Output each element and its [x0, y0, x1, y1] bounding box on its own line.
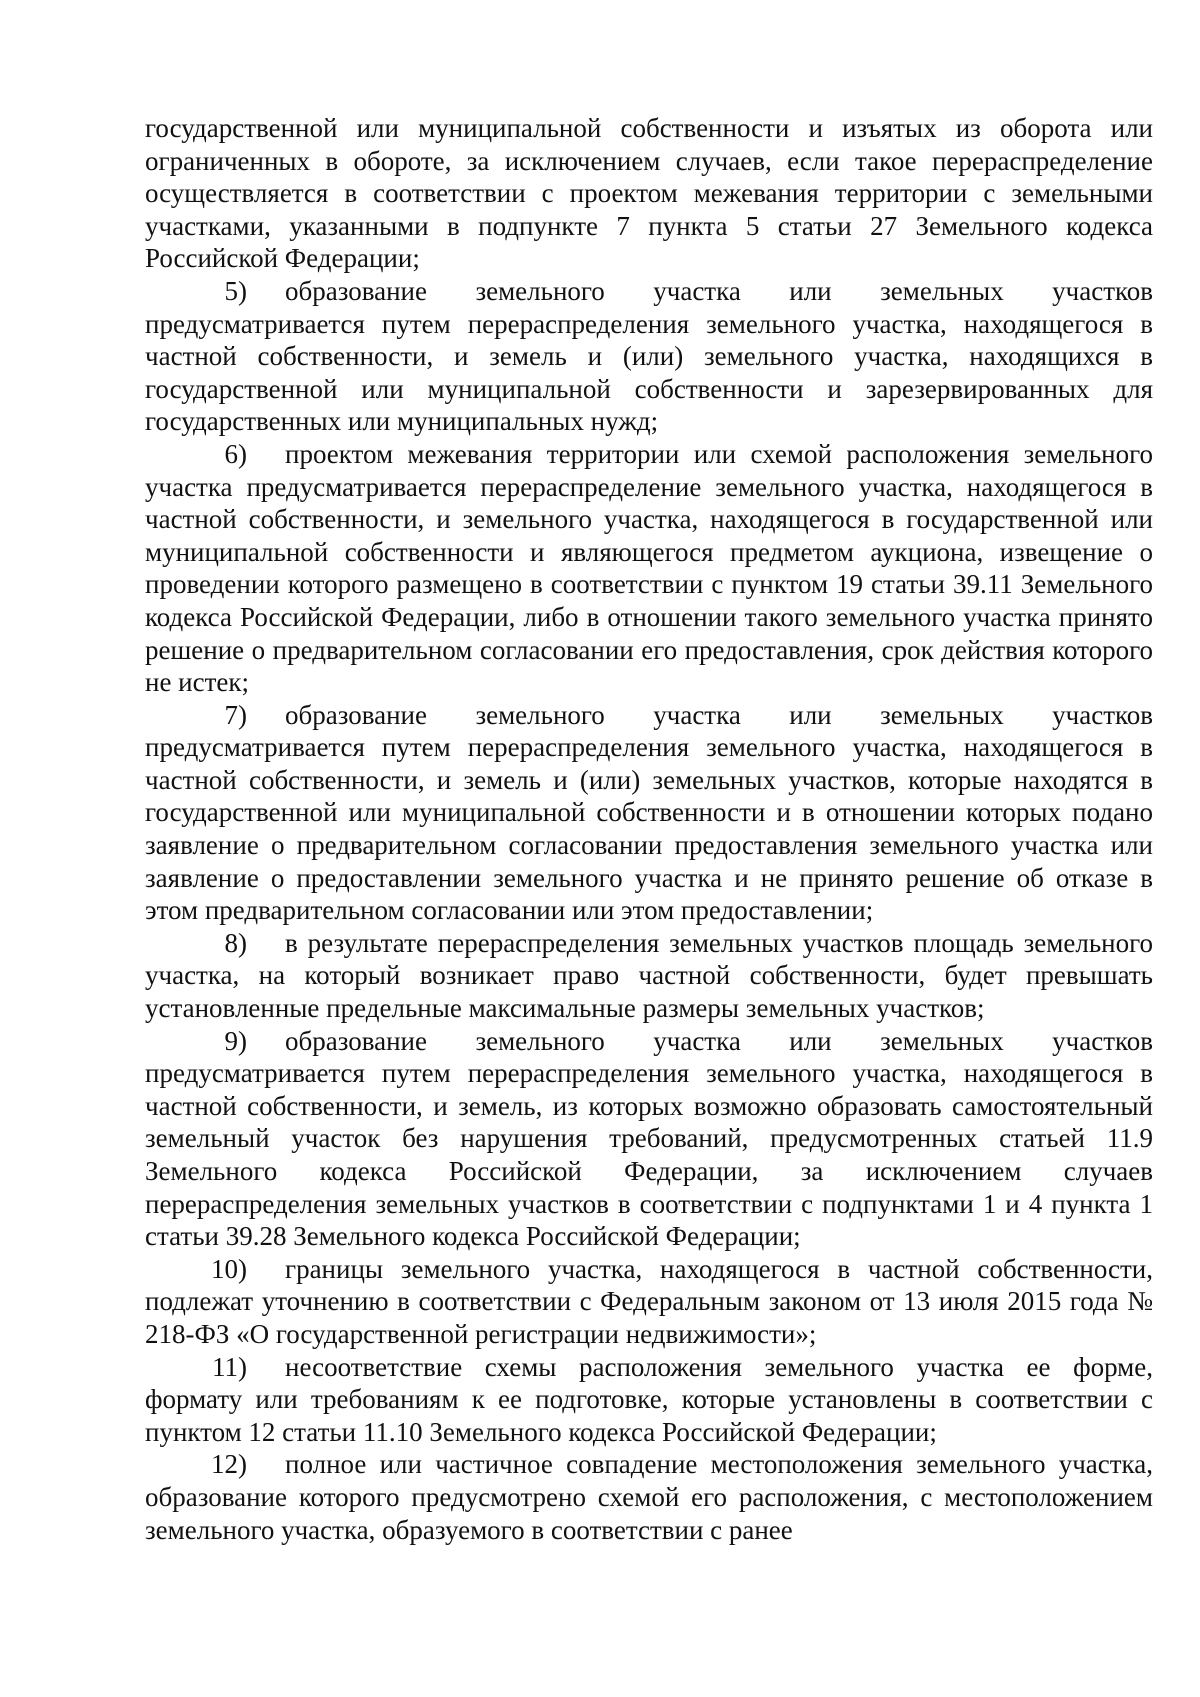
item-text: проектом межевания территории или схемой расположения земельного участка предусматривается перераспределение земельного участка, находящегося в частной собственности, и земельного участка, находящегося в государственной или муниципальной собственности и являющегося предметом аукциона, извещение о проведении которого размещено в соответствии с пунктом 19 статьи 39.11 Земельного кодекса Российской Федерации, либо в отношении такого земельного участка принято решение о предварительном согласовании его предоставления, срок действия которого не истек;	[145, 438, 1153, 698]
list-item	[145, 927, 1153, 1025]
item-number: 7)	[224, 699, 247, 730]
list-item	[145, 438, 1153, 699]
item-text: полное или частичное совпадение местоположения земельного участка, образование которого предусмотрено схемой его расположения, с местоположением земельного участка, образуемого в соответствии с ранее	[145, 1449, 1153, 1545]
list-item	[145, 1448, 1153, 1546]
item-number: 12)	[211, 1449, 247, 1480]
item-number: 9)	[224, 1025, 247, 1056]
list-item	[145, 1253, 1153, 1351]
intro-paragraph: государственной или муниципальной собственности и изъятых из оборота или ограниченных в обороте, за исключением случаев, если такое перераспределение осуществляется в соответствии с проектом межевания территории с земельными участками, указанными в подпункте 7 пункта 5 статьи 27 Земельного кодекса Российской Федерации;	[145, 113, 1153, 274]
item-number: 10)	[211, 1253, 247, 1284]
item-text: границы земельного участка, находящегося в частной собственности, подлежат уточнению в соответствии с Федеральным законом от 13 июля 2015 года № 218-ФЗ «О государственной регистрации недвижимости»;	[145, 1253, 1153, 1349]
document-page	[145, 112, 1153, 1546]
item-text: несоответствие схемы расположения земельного участка ее форме, формату или требованиям к ее подготовке, которые установлены в соответствии с пунктом 12 статьи 11.10 Земельного кодекса Российской Федерации;	[145, 1351, 1153, 1447]
list-item	[145, 275, 1153, 438]
item-text: образование земельного участка или земельных участков предусматривается путем перераспределения земельного участка, находящегося в частной собственности, и земель и (или) земельного участка, находящихся в государственной или муниципальной собственности и зарезервированных для государственных или муниципальных нужд;	[145, 275, 1153, 437]
item-number: 8)	[224, 927, 247, 958]
item-number: 5)	[224, 275, 247, 306]
list-item	[145, 699, 1153, 927]
item-text: в результате перераспределения земельных участков площадь земельного участка, на который возникает право частной собственности, будет превышать установленные предельные максимальные размеры земельных участков;	[145, 927, 1153, 1024]
item-number: 6)	[224, 438, 247, 469]
list-item	[145, 1351, 1153, 1449]
item-number: 11)	[212, 1351, 247, 1382]
list-item	[145, 1025, 1153, 1253]
item-text: образование земельного участка или земельных участков предусматривается путем перераспределения земельного участка, находящегося в частной собственности, и земель, из которых возможно образовать самостоятельный земельный участок без нарушения требований, предусмотренных статьей 11.9 Земельного кодекса Российской Федерации, за исключением случаев перераспределения земельных участков в соответствии с подпунктами 1 и 4 пункта 1 статьи 39.28 Земельного кодекса Российской Федерации;	[145, 1025, 1153, 1252]
item-text: образование земельного участка или земельных участков предусматривается путем перераспределения земельного участка, находящегося в частной собственности, и земель и (или) земельных участков, которые находятся в государственной или муниципальной собственности и в отношении которых подано заявление о предварительном согласовании предоставления земельного участка или заявление о предоставлении земельного участка и не принято решение об отказе в этом предварительном согласовании или этом предоставлении;	[145, 699, 1153, 926]
